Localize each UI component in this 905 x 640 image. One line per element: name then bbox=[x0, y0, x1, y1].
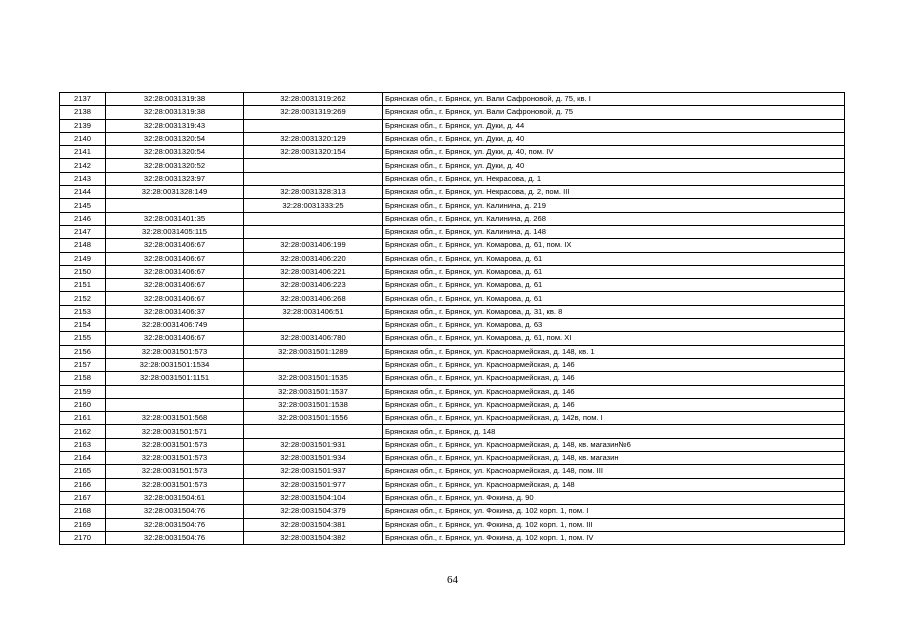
table-row bbox=[60, 132, 845, 145]
object-cadastral-number-cell bbox=[244, 358, 383, 371]
table-row bbox=[60, 239, 845, 252]
cadastral-number-cell: 32:28:0031406:749 bbox=[106, 319, 244, 332]
cadastral-number-cell: 32:28:0031320:54 bbox=[106, 132, 244, 145]
row-number-cell: 2170 bbox=[60, 531, 106, 544]
cadastral-number-cell: 32:28:0031323:97 bbox=[106, 172, 244, 185]
address-cell: Брянская обл., г. Брянск, ул. Некрасова, д. 1 bbox=[383, 172, 845, 185]
row-number-cell: 2138 bbox=[60, 106, 106, 119]
object-cadastral-number-cell bbox=[244, 172, 383, 185]
object-cadastral-number-cell: 32:28:0031501:931 bbox=[244, 438, 383, 451]
table-row bbox=[60, 265, 845, 278]
table-row bbox=[60, 505, 845, 518]
cadastral-number-cell: 32:28:0031501:573 bbox=[106, 478, 244, 491]
row-number-cell: 2147 bbox=[60, 225, 106, 238]
cadastral-number-cell: 32:28:0031406:67 bbox=[106, 265, 244, 278]
row-number-cell: 2141 bbox=[60, 146, 106, 159]
row-number-cell: 2158 bbox=[60, 372, 106, 385]
table-row bbox=[60, 319, 845, 332]
row-number-cell: 2150 bbox=[60, 265, 106, 278]
address-cell: Брянская обл., г. Брянск, ул. Красноармейская, д. 146 bbox=[383, 385, 845, 398]
object-cadastral-number-cell: 32:28:0031504:381 bbox=[244, 518, 383, 531]
table-row bbox=[60, 252, 845, 265]
cadastral-number-cell: 32:28:0031501:1534 bbox=[106, 358, 244, 371]
address-cell: Брянская обл., г. Брянск, ул. Красноармейская, д. 146 bbox=[383, 398, 845, 411]
table-row bbox=[60, 332, 845, 345]
address-cell: Брянская обл., г. Брянск, ул. Калинина, д. 268 bbox=[383, 212, 845, 225]
row-number-cell: 2148 bbox=[60, 239, 106, 252]
row-number-cell: 2155 bbox=[60, 332, 106, 345]
row-number-cell: 2164 bbox=[60, 452, 106, 465]
object-cadastral-number-cell: 32:28:0031320:154 bbox=[244, 146, 383, 159]
cadastral-number-cell: 32:28:0031501:571 bbox=[106, 425, 244, 438]
cadastral-number-cell: 32:28:0031320:52 bbox=[106, 159, 244, 172]
object-cadastral-number-cell: 32:28:0031406:199 bbox=[244, 239, 383, 252]
cadastral-number-cell bbox=[106, 385, 244, 398]
table-row bbox=[60, 225, 845, 238]
address-cell: Брянская обл., г. Брянск, ул. Дуки, д. 40 bbox=[383, 132, 845, 145]
row-number-cell: 2161 bbox=[60, 412, 106, 425]
table-row bbox=[60, 398, 845, 411]
row-number-cell: 2153 bbox=[60, 305, 106, 318]
object-cadastral-number-cell: 32:28:0031504:379 bbox=[244, 505, 383, 518]
address-cell: Брянская обл., г. Брянск, ул. Калинина, д. 219 bbox=[383, 199, 845, 212]
cadastral-number-cell bbox=[106, 199, 244, 212]
row-number-cell: 2146 bbox=[60, 212, 106, 225]
row-number-cell: 2152 bbox=[60, 292, 106, 305]
table-row bbox=[60, 146, 845, 159]
object-cadastral-number-cell: 32:28:0031501:1556 bbox=[244, 412, 383, 425]
object-cadastral-number-cell bbox=[244, 212, 383, 225]
table-row bbox=[60, 186, 845, 199]
object-cadastral-number-cell bbox=[244, 319, 383, 332]
table-row bbox=[60, 438, 845, 451]
cadastral-registry-table bbox=[59, 92, 845, 545]
table-row bbox=[60, 106, 845, 119]
object-cadastral-number-cell bbox=[244, 159, 383, 172]
cadastral-number-cell: 32:28:0031401:35 bbox=[106, 212, 244, 225]
object-cadastral-number-cell bbox=[244, 119, 383, 132]
table-row bbox=[60, 279, 845, 292]
cadastral-number-cell: 32:28:0031319:38 bbox=[106, 93, 244, 106]
cadastral-number-cell: 32:28:0031406:67 bbox=[106, 292, 244, 305]
object-cadastral-number-cell: 32:28:0031406:220 bbox=[244, 252, 383, 265]
address-cell: Брянская обл., г. Брянск, ул. Фокина, д. 102 корп. 1, пом. III bbox=[383, 518, 845, 531]
row-number-cell: 2156 bbox=[60, 345, 106, 358]
address-cell: Брянская обл., г. Брянск, ул. Вали Сафроновой, д. 75 bbox=[383, 106, 845, 119]
object-cadastral-number-cell: 32:28:0031333:25 bbox=[244, 199, 383, 212]
cadastral-number-cell: 32:28:0031501:573 bbox=[106, 438, 244, 451]
address-cell: Брянская обл., г. Брянск, ул. Фокина, д. 90 bbox=[383, 491, 845, 504]
table-row bbox=[60, 518, 845, 531]
row-number-cell: 2144 bbox=[60, 186, 106, 199]
row-number-cell: 2157 bbox=[60, 358, 106, 371]
cadastral-number-cell: 32:28:0031501:568 bbox=[106, 412, 244, 425]
address-cell: Брянская обл., г. Брянск, ул. Комарова, д. 61 bbox=[383, 279, 845, 292]
cadastral-number-cell: 32:28:0031406:37 bbox=[106, 305, 244, 318]
row-number-cell: 2168 bbox=[60, 505, 106, 518]
table-row bbox=[60, 172, 845, 185]
row-number-cell: 2151 bbox=[60, 279, 106, 292]
address-cell: Брянская обл., г. Брянск, ул. Комарова, д. 61, пом. XI bbox=[383, 332, 845, 345]
table-row bbox=[60, 159, 845, 172]
object-cadastral-number-cell: 32:28:0031406:780 bbox=[244, 332, 383, 345]
address-cell: Брянская обл., г. Брянск, ул. Вали Сафроновой, д. 75, кв. I bbox=[383, 93, 845, 106]
object-cadastral-number-cell: 32:28:0031501:1537 bbox=[244, 385, 383, 398]
row-number-cell: 2159 bbox=[60, 385, 106, 398]
row-number-cell: 2167 bbox=[60, 491, 106, 504]
table-row bbox=[60, 452, 845, 465]
cadastral-number-cell: 32:28:0031406:67 bbox=[106, 239, 244, 252]
object-cadastral-number-cell: 32:28:0031328:313 bbox=[244, 186, 383, 199]
table-row bbox=[60, 531, 845, 544]
cadastral-number-cell: 32:28:0031504:76 bbox=[106, 531, 244, 544]
row-number-cell: 2142 bbox=[60, 159, 106, 172]
object-cadastral-number-cell: 32:28:0031504:104 bbox=[244, 491, 383, 504]
address-cell: Брянская обл., г. Брянск, ул. Красноармейская, д. 146 bbox=[383, 372, 845, 385]
address-cell: Брянская обл., г. Брянск, ул. Комарова, д. 63 bbox=[383, 319, 845, 332]
row-number-cell: 2165 bbox=[60, 465, 106, 478]
address-cell: Брянская обл., г. Брянск, ул. Красноармейская, д. 148, кв. 1 bbox=[383, 345, 845, 358]
address-cell: Брянская обл., г. Брянск, ул. Некрасова, д. 2, пом. III bbox=[383, 186, 845, 199]
address-cell: Брянская обл., г. Брянск, ул. Красноармейская, д. 148, кв. магазин№6 bbox=[383, 438, 845, 451]
address-cell: Брянская обл., г. Брянск, ул. Красноармейская, д. 148, кв. магазин bbox=[383, 452, 845, 465]
address-cell: Брянская обл., г. Брянск, ул. Красноармейская, д. 142в, пом. I bbox=[383, 412, 845, 425]
table-row bbox=[60, 292, 845, 305]
object-cadastral-number-cell: 32:28:0031501:1538 bbox=[244, 398, 383, 411]
object-cadastral-number-cell: 32:28:0031501:937 bbox=[244, 465, 383, 478]
object-cadastral-number-cell bbox=[244, 425, 383, 438]
address-cell: Брянская обл., г. Брянск, ул. Комарова, д. 61, пом. IX bbox=[383, 239, 845, 252]
object-cadastral-number-cell: 32:28:0031501:1289 bbox=[244, 345, 383, 358]
address-cell: Брянская обл., г. Брянск, ул. Дуки, д. 44 bbox=[383, 119, 845, 132]
row-number-cell: 2145 bbox=[60, 199, 106, 212]
address-cell: Брянская обл., г. Брянск, д. 148 bbox=[383, 425, 845, 438]
table-row bbox=[60, 305, 845, 318]
cadastral-number-cell: 32:28:0031406:67 bbox=[106, 279, 244, 292]
address-cell: Брянская обл., г. Брянск, ул. Комарова, д. 61 bbox=[383, 265, 845, 278]
table-row bbox=[60, 478, 845, 491]
cadastral-number-cell bbox=[106, 398, 244, 411]
cadastral-number-cell: 32:28:0031406:67 bbox=[106, 252, 244, 265]
page-number: 64 bbox=[447, 574, 458, 586]
row-number-cell: 2166 bbox=[60, 478, 106, 491]
row-number-cell: 2139 bbox=[60, 119, 106, 132]
object-cadastral-number-cell: 32:28:0031501:1535 bbox=[244, 372, 383, 385]
row-number-cell: 2163 bbox=[60, 438, 106, 451]
row-number-cell: 2143 bbox=[60, 172, 106, 185]
object-cadastral-number-cell: 32:28:0031406:268 bbox=[244, 292, 383, 305]
cadastral-number-cell: 32:28:0031501:573 bbox=[106, 465, 244, 478]
table-row bbox=[60, 199, 845, 212]
row-number-cell: 2149 bbox=[60, 252, 106, 265]
object-cadastral-number-cell: 32:28:0031320:129 bbox=[244, 132, 383, 145]
address-cell: Брянская обл., г. Брянск, ул. Комарова, д. 61 bbox=[383, 252, 845, 265]
cadastral-number-cell: 32:28:0031504:61 bbox=[106, 491, 244, 504]
cadastral-number-cell: 32:28:0031504:76 bbox=[106, 505, 244, 518]
table-body bbox=[60, 93, 845, 545]
address-cell: Брянская обл., г. Брянск, ул. Фокина, д. 102 корп. 1, пом. IV bbox=[383, 531, 845, 544]
table-row bbox=[60, 465, 845, 478]
table-row bbox=[60, 385, 845, 398]
address-cell: Брянская обл., г. Брянск, ул. Калинина, д. 148 bbox=[383, 225, 845, 238]
table-row bbox=[60, 358, 845, 371]
address-cell: Брянская обл., г. Брянск, ул. Комарова, д. 31, кв. 8 bbox=[383, 305, 845, 318]
object-cadastral-number-cell: 32:28:0031501:934 bbox=[244, 452, 383, 465]
cadastral-number-cell: 32:28:0031406:67 bbox=[106, 332, 244, 345]
table-row bbox=[60, 412, 845, 425]
row-number-cell: 2162 bbox=[60, 425, 106, 438]
object-cadastral-number-cell: 32:28:0031319:269 bbox=[244, 106, 383, 119]
address-cell: Брянская обл., г. Брянск, ул. Дуки, д. 40, пом. IV bbox=[383, 146, 845, 159]
object-cadastral-number-cell bbox=[244, 225, 383, 238]
table-row bbox=[60, 491, 845, 504]
cadastral-number-cell: 32:28:0031501:573 bbox=[106, 345, 244, 358]
table-row bbox=[60, 425, 845, 438]
table-row bbox=[60, 93, 845, 106]
address-cell: Брянская обл., г. Брянск, ул. Красноармейская, д. 148 bbox=[383, 478, 845, 491]
object-cadastral-number-cell: 32:28:0031504:382 bbox=[244, 531, 383, 544]
row-number-cell: 2160 bbox=[60, 398, 106, 411]
cadastral-number-cell: 32:28:0031319:43 bbox=[106, 119, 244, 132]
object-cadastral-number-cell: 32:28:0031406:221 bbox=[244, 265, 383, 278]
address-cell: Брянская обл., г. Брянск, ул. Фокина, д. 102 корп. 1, пом. I bbox=[383, 505, 845, 518]
object-cadastral-number-cell: 32:28:0031319:262 bbox=[244, 93, 383, 106]
cadastral-number-cell: 32:28:0031504:76 bbox=[106, 518, 244, 531]
cadastral-number-cell: 32:28:0031501:573 bbox=[106, 452, 244, 465]
cadastral-number-cell: 32:28:0031328:149 bbox=[106, 186, 244, 199]
row-number-cell: 2154 bbox=[60, 319, 106, 332]
cadastral-number-cell: 32:28:0031405:115 bbox=[106, 225, 244, 238]
address-cell: Брянская обл., г. Брянск, ул. Комарова, д. 61 bbox=[383, 292, 845, 305]
cadastral-number-cell: 32:28:0031501:1151 bbox=[106, 372, 244, 385]
cadastral-number-cell: 32:28:0031319:38 bbox=[106, 106, 244, 119]
row-number-cell: 2137 bbox=[60, 93, 106, 106]
address-cell: Брянская обл., г. Брянск, ул. Красноармейская, д. 146 bbox=[383, 358, 845, 371]
object-cadastral-number-cell: 32:28:0031406:51 bbox=[244, 305, 383, 318]
address-cell: Брянская обл., г. Брянск, ул. Дуки, д. 40 bbox=[383, 159, 845, 172]
row-number-cell: 2140 bbox=[60, 132, 106, 145]
object-cadastral-number-cell: 32:28:0031501:977 bbox=[244, 478, 383, 491]
table-row bbox=[60, 372, 845, 385]
table-row bbox=[60, 345, 845, 358]
object-cadastral-number-cell: 32:28:0031406:223 bbox=[244, 279, 383, 292]
table-row bbox=[60, 119, 845, 132]
cadastral-number-cell: 32:28:0031320:54 bbox=[106, 146, 244, 159]
address-cell: Брянская обл., г. Брянск, ул. Красноармейская, д. 148, пом. III bbox=[383, 465, 845, 478]
table-row bbox=[60, 212, 845, 225]
row-number-cell: 2169 bbox=[60, 518, 106, 531]
